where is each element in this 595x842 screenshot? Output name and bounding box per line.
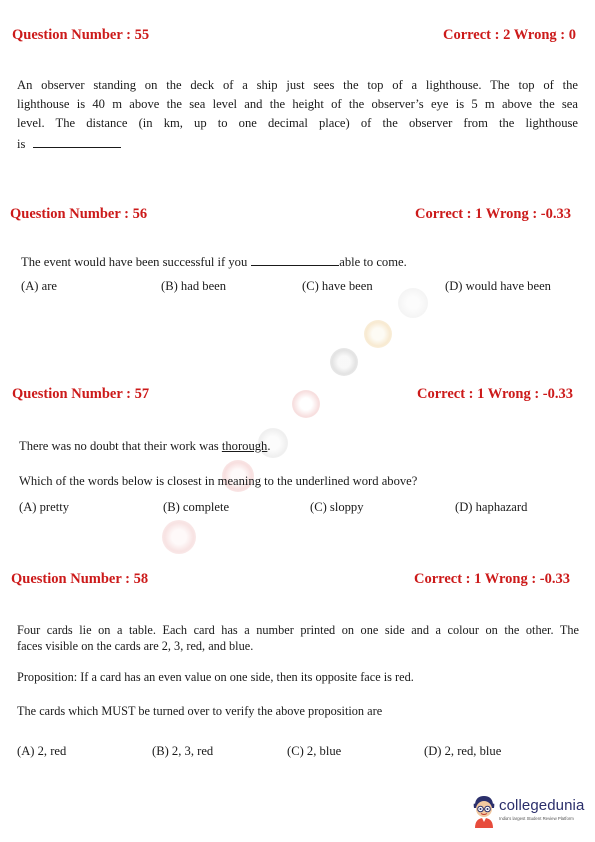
question-55-is: is: [17, 137, 26, 151]
question-58-header: [0, 571, 595, 591]
question-58-para-line-2: faces visible on the cards are 2, 3, red, and blue.: [17, 639, 254, 653]
score-label: Correct : 1 Wrong : -0.33: [415, 206, 571, 222]
option-a[interactable]: (A) pretty: [19, 500, 70, 514]
option-b[interactable]: (B) 2, 3, red: [152, 744, 214, 758]
question-58-instruction: The cards which MUST be turned over to verify the above proposition are: [17, 704, 383, 718]
watermark-seal-7: [162, 520, 196, 554]
watermark-seal-1: [398, 288, 428, 318]
stem-after-blank: able to come.: [339, 255, 407, 269]
option-b[interactable]: (B) complete: [163, 500, 230, 514]
question-57-prompt: Which of the words below is closest in meaning to the underlined word above?: [19, 474, 418, 488]
question-55-line-2: lighthouse is 40 m above the sea level and the height of the observer’s eye is 5 m above the sea: [17, 97, 578, 111]
option-d[interactable]: (D) 2, red, blue: [424, 744, 502, 758]
option-a[interactable]: (A) 2, red: [17, 744, 67, 758]
question-56-header: [0, 206, 595, 226]
option-c[interactable]: (C) 2, blue: [287, 744, 342, 758]
answer-blank: [33, 137, 121, 148]
underlined-word: thorough: [221, 439, 268, 453]
option-b[interactable]: (B) had been: [161, 279, 227, 293]
question-55-header: [0, 27, 595, 47]
watermark-seal-3: [330, 348, 358, 376]
stem-before-blank: The event would have been successful if you: [21, 255, 248, 269]
score-label: Correct : 2 Wrong : 0: [442, 27, 576, 43]
option-d[interactable]: (D) haphazard: [455, 500, 528, 514]
watermark-seal-2: [364, 320, 392, 348]
collegedunia-logo: [470, 792, 592, 832]
option-c[interactable]: (C) sloppy: [310, 500, 364, 514]
option-c[interactable]: (C) have been: [302, 279, 373, 293]
question-58-para-line-1: Four cards lie on a table. Each card has a number printed on one side and a colour on the other. The: [17, 623, 579, 637]
question-number-label: Question Number : 55: [12, 27, 150, 43]
brand-name: collegedunia: [499, 797, 585, 814]
score-label: Correct : 1 Wrong : -0.33: [417, 386, 573, 402]
question-56-stem: [21, 253, 407, 272]
question-57-header: [0, 386, 595, 406]
stem-after-underline: .: [267, 439, 271, 453]
question-58-proposition: Proposition: If a card has an even value on one side, then its opposite face is red.: [17, 670, 414, 684]
brand-tagline: India's largest Student Review Platform: [499, 816, 574, 821]
option-a[interactable]: (A) are: [21, 279, 58, 293]
question-number-label: Question Number : 57: [12, 386, 150, 402]
question-55-line-4: [17, 135, 121, 154]
question-number-label: Question Number : 58: [11, 571, 149, 587]
question-55-line-1: An observer standing on the deck of a ship just sees the top of a lighthouse. The top of the: [17, 78, 578, 92]
answer-blank: [251, 255, 339, 266]
stem-before-underline: There was no doubt that their work was: [19, 439, 219, 453]
question-57-stem: [19, 437, 271, 456]
question-55-line-3: level. The distance (in km, up to one decimal place) of the observer from the lighthouse: [17, 116, 578, 130]
option-d[interactable]: (D) would have been: [445, 279, 551, 293]
question-number-label: Question Number : 56: [10, 206, 148, 222]
mascot-icon: [470, 794, 498, 830]
score-label: Correct : 1 Wrong : -0.33: [414, 571, 570, 587]
